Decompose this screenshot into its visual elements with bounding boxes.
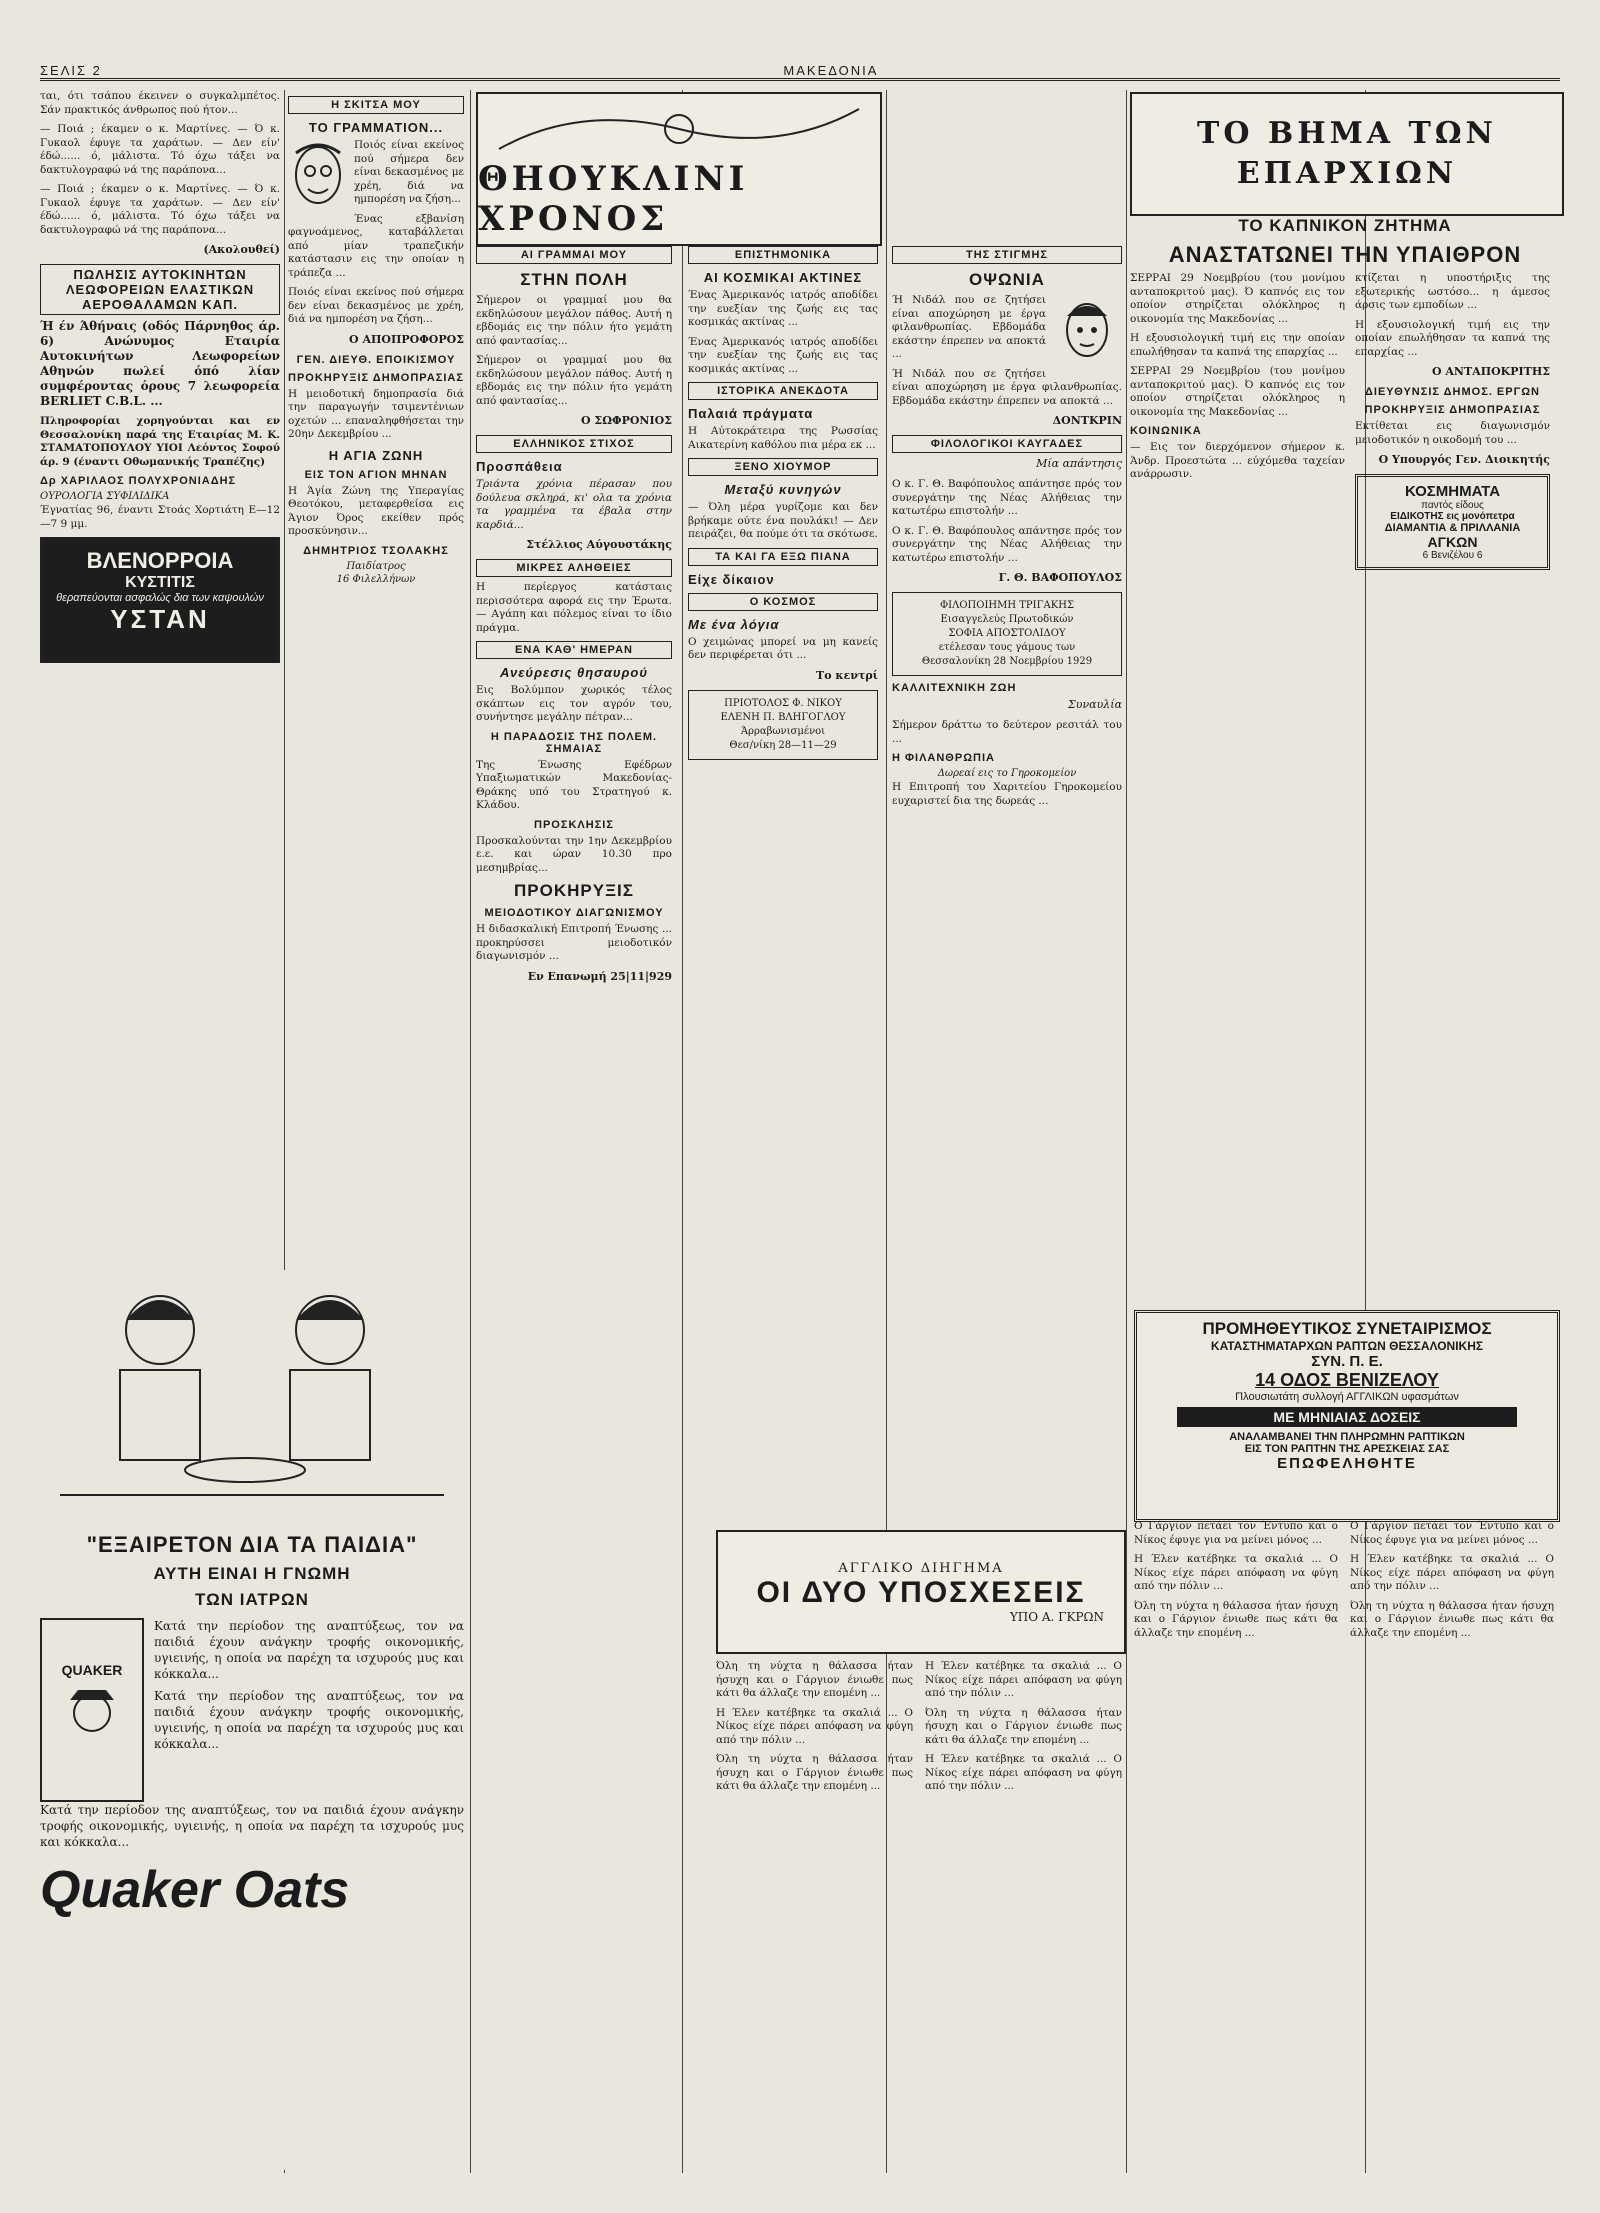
works-subtitle: ΠΡΟΚΗΡΥΞΙΣ ΔΗΜΟΠΡΑΣΙΑΣ bbox=[1364, 404, 1541, 416]
card-line: ΣΟΦΙΑ ΑΠΟΣΤΟΛΙΔΟΥ bbox=[948, 628, 1066, 639]
zone-subtitle: ΕΙΣ ΤΟΝ ΑΓΙΟΝ ΜΗΝΑΝ bbox=[304, 468, 448, 481]
story-body-block bbox=[716, 1660, 1122, 2170]
bus-sale-title: ΠΩΛΗΣΙΣ ΑΥΤΟΚΙΝΗΤΩΝ ΛΕΩΦΟΡΕΙΩΝ ΕΛΑΣΤΙΚΩΝ ΑΕΡΟΘΑΛΑΜΩΝ ΚΑΠ. bbox=[40, 264, 280, 315]
quaker-body: Κατά την περίοδον της αναπτύξεως, τον να παιδιά έχουν ανάγκην τροφής οικονομικής, υγιεινής, η οποία να παρέχη τα ισχυρούς μυς και κόκκαλα... bbox=[40, 1803, 464, 1849]
ad-line: ΚΥΣΤΙΤΙΣ bbox=[125, 574, 195, 591]
ad-line: ΕΙΔΙΚΟΤΗΣ εις μονόπετρα bbox=[1390, 511, 1515, 522]
ad-line: Πλουσιωτάτη συλλογή ΑΓΓΛΙΚΩΝ υφασμάτων bbox=[1235, 1391, 1459, 1403]
story-kicker: ΑΓΓΛΙΚΟ ΔΙΗΓΗΜΑ bbox=[838, 1560, 1004, 1576]
article-body: Ποιός είναι εκείνος πού σήμερα δεν είναι δεκασμένος με χρέη, διά να ημπορέση να ζήση... bbox=[288, 286, 464, 325]
pediatrician-name: ΔΗΜΗΤΡΙΟΣ ΤΣΟΛΑΚΗΣ bbox=[303, 544, 449, 557]
artlife-body: Σήμερον δράττω το δεύτερον ρεσιτάλ του ... bbox=[892, 719, 1122, 745]
section-science: ΕΠΙΣΤΗΜΟΝΙΚΑ bbox=[688, 246, 878, 264]
story-body: Ο Γάργιον πετάει τον Έντυπο και ο Νίκος έφυγε για να μείνει μόνος ... bbox=[1134, 1520, 1338, 1546]
quaker-body: Κατά την περίοδον της αναπτύξεως, τον να παιδιά έχουν ανάγκην τροφής οικονομικής, υγιεινής, η οποία να παρέχη τα ισχυρούς μυς και κόκκαλα... bbox=[154, 1619, 464, 1681]
section-small-truths: ΜΙΚΡΕΣ ΑΛΗΘΕΙΕΣ bbox=[476, 559, 672, 577]
tobacco-signature: Ο ΑΝΤΑΠΟΚΡΙΤΗΣ bbox=[1431, 365, 1550, 378]
world-signature: Το κεντρί bbox=[816, 668, 878, 682]
article-body: Σήμερον οι γραμμαί μου θα εκδηλώσουν μεγάλον πάθος. Αυτή η εβδομάς εις την πόλιν ήτο γεμάτη από φαντασίας... bbox=[476, 294, 672, 347]
story-body: Η Έλεν κατέβηκε τα σκαλιά ... Ο Νίκος είχε πάρει απόφαση να φύγη από την πόλιν ... bbox=[925, 1753, 1122, 1792]
wedding-card bbox=[892, 592, 1122, 676]
children-illustration bbox=[40, 1270, 464, 1510]
banner-title: ΤΟ ΒΗΜΑ ΤΩΝ ΕΠΑΡΧΙΩΝ bbox=[1197, 116, 1497, 191]
quaker-subhead: ΑΥΤΗ ΕΙΝΑΙ Η ΓΝΩΜΗ bbox=[153, 1564, 351, 1583]
ad-line: ΕΠΩΦΕΛΗΘΗΤΕ bbox=[1277, 1455, 1417, 1472]
world-title: Με ένα λόγια bbox=[688, 616, 780, 632]
tobacco-body: ΣΕΡΡΑΙ 29 Νοεμβρίου (του μονίμου ανταποκριτού μας). Ό καπνός εις τον οποίον στηρίζεται ολόκληρος η οικονομία της Μακεδονίας ... bbox=[1130, 272, 1345, 325]
works-signature: Ο Υπουργός Γεν. Διοικητής bbox=[1378, 453, 1550, 466]
story-header bbox=[716, 1530, 1126, 1654]
column-rule bbox=[1126, 90, 1127, 2173]
tender-body: Η διδασκαλική Επιτροπή Ένωσης ... προκηρύσσει μειοδοτικόν διαγωνισμόν ... bbox=[476, 923, 672, 962]
story-body: Όλη τη νύχτα η θάλασσα ήταν ήσυχη και ο Γάργιον ένιωθε πως κάτι θα άλλαζε την επομένη ... bbox=[1350, 1599, 1554, 1639]
column-rule bbox=[682, 90, 683, 2173]
ad-line: 14 ΟΔΟΣ ΒΕΝΙΖΕΛΟΥ bbox=[1255, 1370, 1439, 1390]
tobacco-body: ΣΕΡΡΑΙ 29 Νοεμβρίου (του μονίμου ανταποκριτού μας). Ό καπνός εις τον οποίον στηρίζεται ολόκληρος η οικονομία της Μακεδονίας ... bbox=[1130, 365, 1345, 418]
tobacco-body: Η εξουσιολογική τιμή εις την οποίαν επωλήθησαν τα καπνά της επαρχίας ... bbox=[1130, 332, 1345, 358]
story-title: ΟΙ ΔΥΟ ΥΠΟΣΧΕΣΕΙΣ bbox=[756, 1575, 1086, 1609]
serial-continued: (Ακολουθεί) bbox=[203, 243, 280, 256]
ad-line: ΣΥΝ. Π. Ε. bbox=[1311, 1353, 1383, 1370]
quaker-logo: Quaker Oats bbox=[40, 1861, 350, 1919]
doctor-name: Δρ ΧΑΡΙΛΑΟΣ ΠΟΛΥΧΡΟΝΙΑΔΗΣ bbox=[40, 475, 237, 487]
ad-line: ΚΑΤΑΣΤΗΜΑΤΑΡΧΩΝ ΡΑΠΤΩΝ ΘΕΣΣΑΛΟΝΙΚΗΣ bbox=[1210, 1339, 1484, 1353]
jewelry-ad bbox=[1355, 474, 1550, 570]
poem-body: Τριάντα χρόνια πέρασαν που δούλευα σκληρά, κι' ολα τα χρόνια τα γραμμένα τα έβαλα στην καρδιά... bbox=[476, 478, 672, 531]
serial-body: — Ποιά ; έκαμεν ο κ. Μαρτίνες. — Ό κ. Γυκαολ έφυγε τα χαράτων. — Δεν είν' έδώ...... ό, μάλιστα. Τό όχω τάξει να δακτυλογραφώ νά της παράπονα... bbox=[40, 123, 280, 176]
article-body: Ή Νιδάλ που σε ζητήσει είναι αποχώρηση με έργα φιλανθρωπίας. Εβδομάδα εκάστην έπρεπεν να αποκτά ... bbox=[892, 294, 1046, 360]
card-line: Θεσσαλονίκη 28 Νοεμβρίου 1929 bbox=[921, 656, 1093, 667]
humor-title: Μεταξύ κυνηγών bbox=[724, 482, 842, 497]
article-body: Σήμερον οι γραμμαί μου θα εκδηλώσουν μεγάλον πάθος. Αυτή η εβδομάς εις την πόλιν ήτο γεμάτη από φαντασίας... bbox=[476, 354, 672, 407]
story-body: Όλη τη νύχτα η θάλασσα ήταν ήσυχη και ο Γάργιον ένιωθε πως κάτι θα άλλαζε την επομένη ... bbox=[716, 1753, 913, 1792]
ad-line: ΔΙΑΜΑΝΤΙΑ & ΠΡΙΛΛΑΝΙΑ bbox=[1384, 522, 1521, 534]
invite-body: Προσκαλούνται την 1ην Δεκεμβρίου ε.ε. και ώραν 10.30 προ μεσημβρίας... bbox=[476, 834, 672, 874]
banner-title: ΘΗΟΥΚΛΙΝΙ ΧΡΟΝΟΣ bbox=[478, 159, 749, 239]
artlife-subtitle: Συναυλία bbox=[1068, 698, 1122, 711]
card-line: ΦΙΛΟΠΟΙΗΜΗ ΤΡΙΓΑΚΗΣ bbox=[939, 600, 1075, 611]
jokes-title: Είχε δίκαιον bbox=[688, 571, 775, 587]
section-literary: ΦΙΛΟΛΟΓΙΚΟΙ ΚΑΥΓΑΔΕΣ bbox=[892, 435, 1122, 453]
ad-line: ΒΛΕΝΟΡΡΟΙΑ bbox=[86, 548, 234, 573]
charity-body: Η Επιτροπή του Χαριτείου Γηροκομείου ευχαριστεί δια της δωρεάς ... bbox=[892, 781, 1122, 807]
engagement-card bbox=[688, 690, 878, 760]
zone-body: Η Άγία Ζώνη της Υπεραγίας Θεοτόκου, μεταφερθείσα εις Άγιον Όρος εκείθεν πρός προσκύνησιν... bbox=[288, 484, 464, 537]
ad-line: ΑΓΚΩΝ bbox=[1427, 534, 1478, 550]
article-body: Ένας εξβανίση φαγνοάμενος, καταβάλλεται από μίαν τραπεζικήν κατάστασιν εις την οποίαν η τράπεζα ... bbox=[288, 212, 464, 279]
quaker-headline: "ΕΞΑΙΡΕΤΟΝ ΔΙΑ ΤΑ ΠΑΙΔΙΑ" bbox=[86, 1532, 418, 1557]
ad-line: θεραπεύονται ασφαλώς δια των καψουλών bbox=[56, 592, 264, 604]
literary-body: Ο κ. Γ. Θ. Βαφόπουλος απάντησε πρός τον συνεργάτην της Νέας Αλήθειας την κατωτέρω επιστολήν ... bbox=[892, 478, 1122, 517]
portrait-sketch bbox=[1052, 296, 1122, 376]
works-body: Εκτίθεται εις διαγωνισμόν μειοδοτικόν η οικοδομή του ... bbox=[1355, 420, 1550, 446]
serial-intro: ται, ότι τσάπου έκεινεν ο συγκαλμπέτος. Σάν πρακτικός άνθρωπος πού ήτον... bbox=[40, 90, 280, 116]
story-body: Ο Γάργιον πετάει τον Έντυπο και ο Νίκος έφυγε για να μείνει μόνος ... bbox=[1350, 1520, 1554, 1546]
story-continuation bbox=[1134, 1520, 1554, 2170]
section-moment: ΤΗΣ ΣΤΙΓΜΗΣ bbox=[892, 246, 1122, 264]
card-line: Άρραβωνισμένοι bbox=[740, 725, 826, 737]
truths-body: Η περίεργος κατάσταις περισσότερα αφορά εις την Έρωτα. — Αγάπη και πόλεμος είναι το ίδιο πράγμα. bbox=[476, 581, 672, 634]
masthead bbox=[40, 56, 1560, 81]
article-signature: ΔΟΝΤΚΡΙΝ bbox=[1052, 414, 1122, 427]
article-signature: Ο ΑΠΟΠΡΟΦΟΡΟΣ bbox=[349, 332, 464, 346]
literary-subtitle: Μία απάντησις bbox=[1036, 457, 1122, 470]
top-body: Η εξουσιολογική τιμή εις την οποίαν επωλήθησαν τα καπνά της επαρχίας ... bbox=[1355, 318, 1550, 358]
top-body: κτίζεται η υποστήριξις της εξωτερικής ωστόσο... η άμεσος άρσις των εμποδίων ... bbox=[1355, 272, 1550, 311]
quaker-body: Κατά την περίοδον της αναπτύξεως, τον να παιδιά έχουν ανάγκην τροφής οικονομικής, υγιεινής, η οποία να παρέχη τα ισχυρούς μυς και κόκκαλα... bbox=[154, 1689, 464, 1751]
box-label: QUAKER bbox=[61, 1662, 123, 1678]
charity-title: Η ΦΙΛΑΝΘΡΩΠΙΑ bbox=[892, 752, 995, 764]
section-my-lines: ΑΙ ΓΡΑΜΜΑΙ ΜΟΥ bbox=[476, 246, 672, 264]
notice-title: ΓΕΝ. ΔΙΕΥΘ. ΕΠΟΙΚΙΣΜΟΥ bbox=[296, 353, 456, 366]
social-body: — Εις τον διερχόμενον σήμερον κ. Άνδρ. Προεστώτα ... εύχόμεθα ταχείαν ανάρρωσιν. bbox=[1130, 441, 1345, 480]
article-title: ΣΤΗΝ ΠΟΛΗ bbox=[520, 270, 628, 289]
artlife-title: ΚΑΛΛΙΤΕΧΝΙΚΗ ΖΩΗ bbox=[892, 682, 1017, 694]
serial-body: — Ποιά ; έκαμεν ο κ. Μαρτίνες. — Ό κ. Γυκαολ έφυγε τα χαράτων. — Δεν είν' έδώ...... ό, μάλιστα. Τό όχω τάξει να δακτυλογραφώ νά της παράπονα... bbox=[40, 183, 280, 236]
article-body: Ή Νιδάλ που σε ζητήσει είναι αποχώρηση με έργα φιλανθρωπίας. Εβδομάδα εκάστην έπρεπεν να αποκτά ... bbox=[892, 367, 1122, 407]
card-line: ΕΛΕΝΗ Π. ΒΛΗΓΟΓΛΟΥ bbox=[720, 711, 846, 723]
page-number: ΣΕΛΙΣ 2 bbox=[40, 63, 102, 78]
pediatrician-address: 16 Φιλελλήνων bbox=[336, 573, 416, 585]
doctor-address: Έγνατίας 96, έναντι Στοάς Χορτιάτη Ε—12—7 9 μμ. bbox=[40, 504, 280, 530]
tradition-body: Της Ένωσης Εφέδρων Υπαξιωματικών Μακεδονίας-Θράκης υπό του Στρατηγού κ. Κλάδου. bbox=[476, 758, 672, 811]
story-body: Όλη τη νύχτα η θάλασσα ήταν ήσυχη και ο Γάργιον ένιωθε πως κάτι θα άλλαζε την επομένη ... bbox=[1134, 1599, 1338, 1639]
card-line: ΠΡΙΟΤΟΛΟΣ Φ. ΝΙΚΟΥ bbox=[724, 697, 842, 709]
card-line: ετέλεσαν τους γάμους των bbox=[938, 642, 1076, 653]
ad-title: ΠΡΟΜΗΘΕΥΤΙΚΟΣ ΣΥΝΕΤΑΙΡΙΣΜΟΣ bbox=[1202, 1319, 1492, 1338]
section-humor: ΞΕΝΟ ΧΙΟΥΜΟΡ bbox=[688, 458, 878, 476]
poem-title: Προσπάθεια bbox=[476, 459, 563, 474]
ad-line: ΥΣΤΑΝ bbox=[110, 604, 210, 634]
story-body: Όλη τη νύχτα η θάλασσα ήταν ήσυχη και ο Γάργιον ένιωθε πως κάτι θα άλλαζε την επομένη ... bbox=[925, 1706, 1122, 1746]
notice-subtitle: ΠΡΟΚΗΡΥΞΙΣ ΔΗΜΟΠΡΑΣΙΑΣ bbox=[288, 371, 464, 384]
section-world: Ο ΚΟΣΜΟΣ bbox=[688, 593, 878, 611]
story-body: Η Έλεν κατέβηκε τα σκαλιά ... Ο Νίκος είχε πάρει απόφαση να φύγη από την πόλιν ... bbox=[1350, 1553, 1554, 1592]
humor-body: — Όλη μέρα γυρίζομε και δεν βρήκαμε ούτε ένα πουλάκι! — Δεν πειράζει, θα πούμε ότι τα σκότωσε. bbox=[688, 501, 878, 540]
pediatrician-title: Παιδίατρος bbox=[346, 560, 406, 572]
history-title: Παλαιά πράγματα bbox=[688, 406, 814, 421]
article-body: Ένας Άμερικανός ιατρός αποδίδει την ευεξίαν της ζωής εις τας κοσμικάς ακτίνας ... bbox=[688, 289, 878, 328]
bus-sale-body: Ή έν Άθήναις (οδός Πάρνηθος άρ. 6) Ανώνυμος Εταιρία Αυτοκινήτων Λεωφορείων Αθηνών πωλεί όπό λίαν συμφέροντας όρους 7 λεωφορεία BERLIET C.B.L. ... bbox=[40, 319, 280, 408]
card-line: Θεσ/νίκη 28—11—29 bbox=[729, 739, 837, 751]
tobacco-title: ΤΟ ΚΑΠΝΙΚΟΝ ΖΗΤΗΜΑ bbox=[1238, 216, 1452, 235]
works-title: ΔΙΕΥΘΥΝΣΙΣ ΔΗΜΟΣ. ΕΡΓΩΝ bbox=[1365, 386, 1540, 398]
story-author: ΥΠΟ Α. ΓΚΡΩΝ bbox=[1009, 1609, 1104, 1624]
section-sketch: Η ΣΚΙΤΣΑ ΜΟΥ bbox=[288, 96, 464, 114]
world-body: Ο χειμώνας μπορεί να μη κανείς δεν περιφέρεται ότι ... bbox=[688, 635, 878, 661]
ad-line: 6 Βενιζέλου 6 bbox=[1422, 550, 1483, 561]
story-body: Όλη τη νύχτα η θάλασσα ήταν ήσυχη και ο Γάργιον ένιωθε πως κάτι θα άλλαζε την επομένη ... bbox=[716, 1660, 913, 1699]
tradition-title: Η ΠΑΡΑΔΟΣΙΣ ΤΗΣ ΠΟΛΕΜ. ΣΗΜΑΙΑΣ bbox=[490, 730, 658, 755]
ad-blenorrhea bbox=[40, 537, 280, 663]
daily-title: Ανεύρεσις θησαυρού bbox=[499, 665, 649, 680]
oats-box-illustration bbox=[40, 1618, 144, 1802]
ad-line: ΜΕ ΜΗΝΙΑΙΑΣ ΔΟΣΕΙΣ bbox=[1177, 1407, 1517, 1427]
zone-title: Η ΑΓΙΑ ΖΩΝΗ bbox=[328, 447, 424, 463]
tender-title: ΠΡΟΚΗΡΥΞΙΣ bbox=[514, 881, 634, 900]
literary-signature: Γ. Θ. ΒΑΦΟΠΟΥΛΟΣ bbox=[998, 571, 1122, 584]
ad-line: ΑΝΑΛΑΜΒΑΝΕΙ ΤΗΝ ΠΛΗΡΩΜΗΝ ΡΑΠΤΙΚΩΝ bbox=[1229, 1431, 1465, 1443]
section-poem: ΕΛΛΗΝΙΚΟΣ ΣΤΙΧΟΣ bbox=[476, 435, 672, 453]
notice-body: Η μειοδοτική δημοπρασία διά την παραγωγήν τσιμεντένιων οχετών ... επαναληφθήσεται την 20ην Δεκεμβρίου ... bbox=[288, 387, 464, 440]
ad-line: παντός είδους bbox=[1421, 500, 1484, 511]
story-body: Η Έλεν κατέβηκε τα σκαλιά ... Ο Νίκος είχε πάρει απόφαση να φύγη από την πόλιν ... bbox=[925, 1660, 1122, 1699]
column-rule bbox=[470, 90, 471, 2173]
article-title: ΑΙ ΚΟΣΜΙΚΑΙ ΑΚΤΙΝΕΣ bbox=[703, 270, 863, 285]
history-body: Η Αύτοκράτειρα της Ρωσσίας Αικατερίνη καθόλου πια μέρα εκ ... bbox=[688, 425, 878, 451]
article-signature: Ο ΣΩΦΡΟΝΙΟΣ bbox=[581, 414, 672, 427]
section-history: ΙΣΤΟΡΙΚΑ ΑΝΕΚΔΟΤΑ bbox=[688, 382, 878, 400]
section-jokes: ΤΑ ΚΑΙ ΓΑ ΕΞΩ ΠΙΑΝΑ bbox=[688, 548, 878, 566]
story-body: Η Έλεν κατέβηκε τα σκαλιά ... Ο Νίκος είχε πάρει απόφαση να φύγη από την πόλιν ... bbox=[716, 1706, 913, 1746]
ad-line: ΚΟΣΜΗΜΑΤΑ bbox=[1404, 483, 1501, 500]
ad-line: ΕΙΣ ΤΟΝ ΡΑΠΤΗΝ ΤΗΣ ΑΡΕΣΚΕΙΑΣ ΣΑΣ bbox=[1244, 1443, 1450, 1455]
article-title: ΤΟ ΓΡΑΜΜΑΤΙΟΝ... bbox=[308, 120, 444, 135]
doctor-specialty: ΟΥΡΟΛΟΓΙΑ ΣΥΦΙΛΙΔΙΚΑ bbox=[40, 491, 170, 502]
poem-signature: Στέλλιος Αύγουστάκης bbox=[526, 538, 672, 551]
quaker-subhead: ΤΩΝ ΙΑΤΡΩΝ bbox=[195, 1590, 309, 1609]
charity-subtitle: Δωρεαί εις το Γηροκομείον bbox=[937, 768, 1077, 779]
article-body: Ένας Άμερικανός ιατρός αποδίδει την ευεξίαν της ζωής εις τας κοσμικάς ακτίνας ... bbox=[688, 335, 878, 375]
invite-title: ΠΡΟΣΚΛΗΣΙΣ bbox=[534, 818, 614, 831]
literary-body: Ο κ. Γ. Θ. Βαφόπουλος απάντησε πρός τον συνεργάτην της Νέας Αλήθειας την κατωτέρω επιστολήν ... bbox=[892, 524, 1122, 564]
story-body: Η Έλεν κατέβηκε τα σκαλιά ... Ο Νίκος είχε πάρει απόφαση να φύγη από την πόλιν ... bbox=[1134, 1553, 1338, 1592]
daily-body: Εις Βολύμπον χωρικός τέλος σκάπτων εις τον αγρόν του, συνήντησε μεγάλην πέτραν... bbox=[476, 684, 672, 723]
column-3 bbox=[476, 90, 672, 2173]
tender-subtitle: ΜΕΙΟΔΟΤΙΚΟΥ ΔΙΑΓΩΝΙΣΜΟΥ bbox=[484, 907, 664, 919]
quaker-oats-ad bbox=[40, 1270, 464, 2170]
tender-date: Εν Επανωμή 25|11|929 bbox=[527, 969, 672, 983]
quaker-man-icon bbox=[62, 1678, 122, 1758]
article-body: Ποιός είναι εκείνος πού σήμερα δεν είναι δεκασμένος με χρέη, διά να ημπορέση να ζήση... bbox=[354, 139, 464, 205]
caricature-illustration bbox=[288, 141, 348, 221]
bus-sale-close: Πληροφορίαι χορηγούνται και εν Θεσσαλονίκη παρά της Εταιρίας Μ. Κ. ΣΤΑΜΑΤΟΠΟΥΛΟΥ ΥΙΟΙ Λεόντος Σοφού άρ. 9 (έναντι Οθωμανικής Τραπέζης) bbox=[40, 415, 280, 468]
social-title: ΚΟΙΝΩΝΙΚΑ bbox=[1130, 425, 1202, 437]
card-line: Εισαγγελεύς Πρωτοδικών bbox=[940, 614, 1074, 625]
tobacco-subtitle: ΑΝΑΣΤΑΤΩΝΕΙ ΤΗΝ ΥΠΑΙΘΡΟΝ bbox=[1168, 242, 1522, 267]
section-daily: ΕΝΑ ΚΑΘ' ΗΜΕΡΑΝ bbox=[476, 641, 672, 659]
newspaper-title: ΜΑΚΕΔΟΝΙΑ bbox=[783, 63, 879, 78]
tailors-cooperative-ad bbox=[1134, 1310, 1560, 1522]
article-title: ΟΨΩΝΙΑ bbox=[969, 270, 1045, 289]
